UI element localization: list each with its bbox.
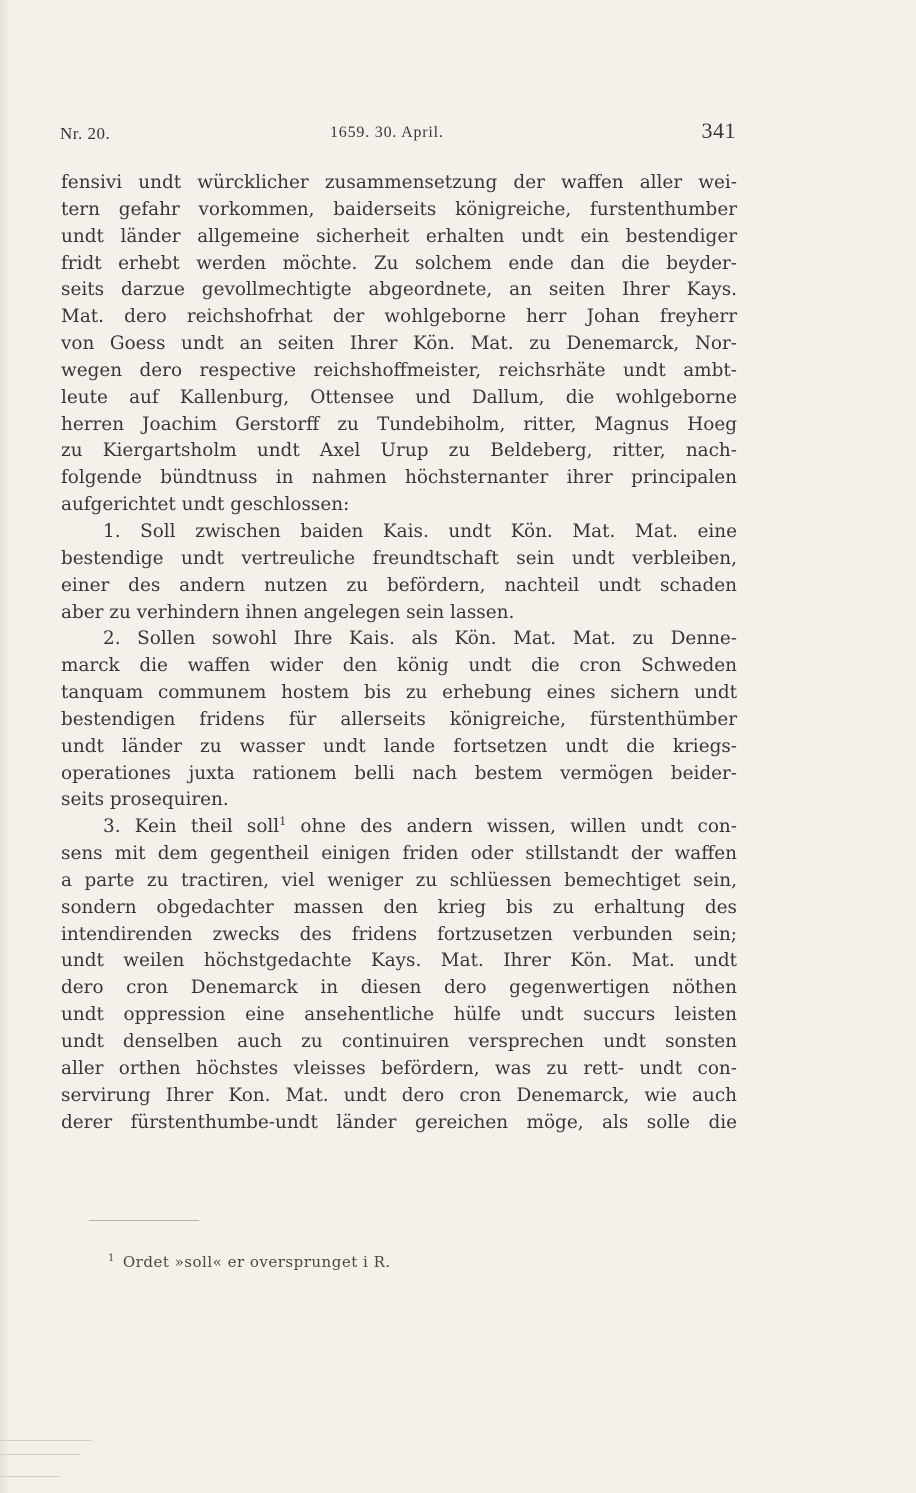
- text-line: wegen dero respective reichshoffmeister, reichsrhäte undt ambt-: [61, 359, 737, 381]
- text-line: operationes juxta rationem belli nach bestem vermögen beider-: [61, 762, 737, 784]
- text-line: derer fürstenthumbe-undt länder gereichen möge, als solle die: [61, 1111, 737, 1133]
- text-line: tern gefahr vorkommen, baiderseits königreiche, furstenthumber: [61, 198, 737, 220]
- text-line: undt länder allgemeine sicherheit erhalten undt ein bestendiger: [61, 225, 737, 247]
- text-line: aller orthen höchstes vleisses befördern, was zu rett- undt con-: [61, 1057, 737, 1079]
- scan-line: [0, 1454, 80, 1455]
- scan-artifact-lines: [0, 1432, 95, 1492]
- body-text: [61, 170, 737, 1136]
- text-line: tanquam communem hostem bis zu erhebung eines sichern undt: [61, 682, 737, 704]
- text-line: folgende bündtnuss in nahmen höchsternanter ihrer principalen: [61, 467, 737, 489]
- footnote-reference: 1: [279, 815, 287, 829]
- article-1-start: 1. Soll zwischen baiden Kais. undt Kön. Mat. Mat. eine: [103, 520, 737, 542]
- text-line: undt denselben auch zu continuiren versprechen undt sonsten: [61, 1031, 737, 1052]
- text-line: undt oppression eine ansehentliche hülfe undt succurs leisten: [61, 1004, 737, 1026]
- text-line: einer des andern nutzen zu befördern, nachteil undt schaden: [61, 574, 737, 596]
- text-line: bestendigen fridens für allerseits königreiche, fürstenthümber: [61, 708, 737, 730]
- text-line: zu Kiergartsholm undt Axel Urup zu Beldeberg, ritter, nach-: [61, 440, 737, 462]
- text-line: undt weilen höchstgedachte Kays. Mat. Ihrer Kön. Mat. undt: [61, 950, 737, 972]
- footnote-divider: [89, 1220, 199, 1221]
- text-segment: ohne des andern wissen, willen undt con-: [300, 816, 737, 838]
- text-line: Mat. dero reichshofrhat der wohlgeborne herr Johan freyherr: [61, 306, 737, 328]
- text-line: servirung Ihrer Kon. Mat. undt dero cron Denemarck, wie auch: [61, 1084, 737, 1106]
- article-3-start: [61, 814, 737, 841]
- text-line: fridt erhebt werden möchte. Zu solchem ende dan die beyder-: [61, 252, 737, 274]
- scan-line: [0, 1440, 92, 1441]
- text-line: marck die waffen wider den könig undt die cron Schweden: [61, 655, 737, 677]
- page-number: 341: [701, 118, 736, 143]
- text-line: sens mit dem gegentheil einigen friden oder stillstandt der waffen: [61, 843, 737, 865]
- scan-line: [0, 1476, 60, 1477]
- running-header: [60, 118, 736, 148]
- text-segment: 3. Kein theil soll: [103, 816, 280, 838]
- footnote: [108, 1253, 391, 1271]
- text-line: aber zu verhindern ihnen angelegen sein lassen.: [61, 601, 515, 623]
- text-line: von Goess undt an seiten Ihrer Kön. Mat. zu Denemarck, Nor-: [61, 333, 737, 355]
- text-line: leute auf Kallenburg, Ottensee und Dallum, die wohlgeborne: [61, 386, 737, 408]
- footnote-text: Ordet »soll« er oversprunget i R.: [122, 1253, 391, 1271]
- text-line: bestendige undt vertreuliche freundtschaft sein undt verbleiben,: [61, 547, 737, 569]
- text-line: fensivi undt würcklicher zusammensetzung der waffen aller wei-: [61, 172, 737, 193]
- text-line: herren Joachim Gerstorff zu Tundebiholm, ritter, Magnus Hoeg: [61, 413, 737, 435]
- text-line: dero cron Denemarck in diesen dero gegenwertigen nöthen: [61, 977, 737, 999]
- page-edge-shadow: [0, 0, 10, 1493]
- text-line: a parte zu tractiren, viel weniger zu schlüessen bemechtiget sein,: [61, 869, 737, 891]
- text-line: seits darzue gevollmechtigte abgeordnete, an seiten Ihrer Kays.: [61, 279, 737, 301]
- text-line: seits prosequiren.: [61, 789, 229, 811]
- text-line: aufgerichtet undt geschlossen:: [61, 494, 350, 516]
- text-line: sondern obgedachter massen den krieg bis zu erhaltung des: [61, 896, 737, 918]
- text-line: intendirenden zwecks des fridens fortzusetzen verbunden sein;: [61, 923, 737, 945]
- article-2-start: 2. Sollen sowohl Ihre Kais. als Kön. Mat. Mat. zu Denne-: [103, 628, 737, 650]
- footnote-mark: 1: [108, 1253, 115, 1264]
- document-date: 1659. 30. April.: [330, 124, 444, 141]
- text-line: undt länder zu wasser undt lande fortsetzen undt die kriegs-: [61, 735, 737, 757]
- document-number: Nr. 20.: [60, 124, 111, 143]
